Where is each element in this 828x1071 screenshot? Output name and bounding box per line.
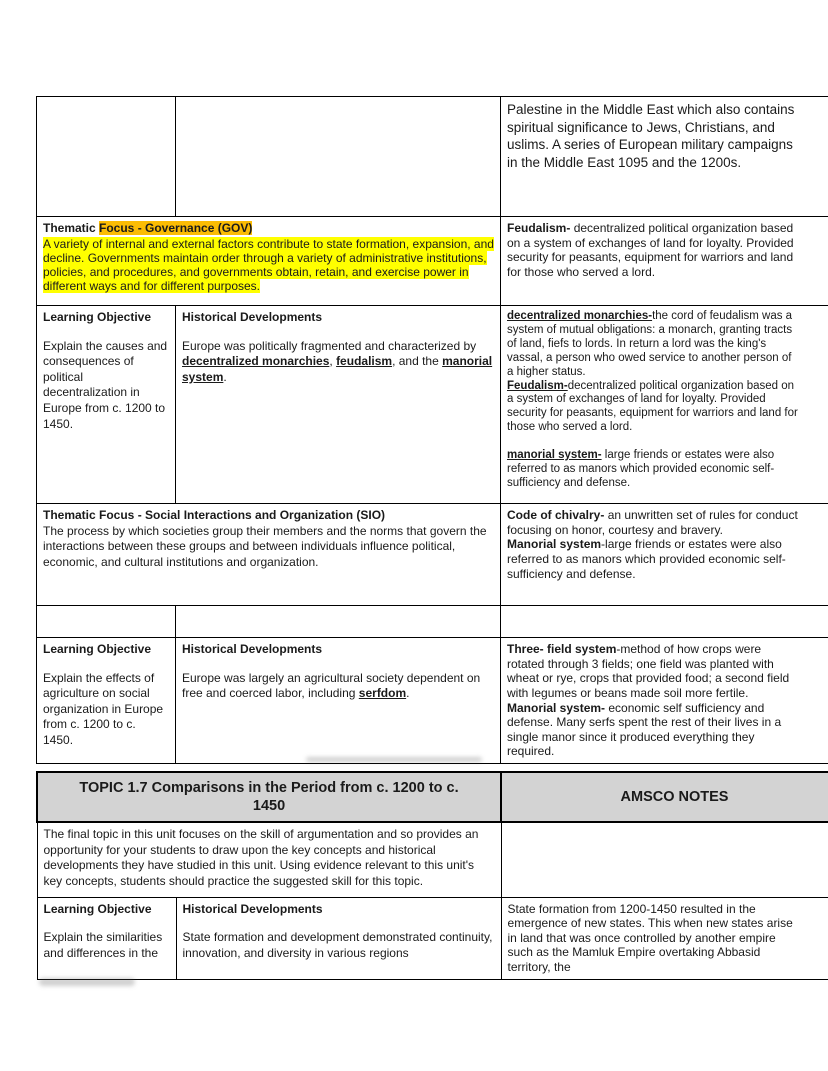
historical-developments-cell <box>176 306 501 504</box>
vocab-notes-cell <box>501 306 828 504</box>
amsco-notes-title: AMSCO NOTES <box>620 788 729 805</box>
table-row-agriculture <box>37 638 828 764</box>
learning-objective-cell <box>37 306 176 504</box>
learning-objective-text: Explain the causes and consequences of political decentralization in Europe from c. 1200 to 1450. <box>43 338 168 431</box>
vocab-feudalism: Feudalism-decentralized political organization based on a system of exchanges of land for loyalty. Provided security for peasants, equipment for warriors and land for those who served a lord. <box>507 379 798 434</box>
state-formation-notes-text: State formation from 1200-1450 resulted in the emergence of new states. This when new states arise in land that was once controlled by another empire such as the Mamluk Empire overtaking Abbasid territory, the <box>507 901 793 974</box>
topic-1-7-table <box>36 771 828 980</box>
vocab-decentralized-monarchies: decentralized monarchies-the cord of feudalism was a system of mutual obligations: a monarch, granting tracts of land, fiefs to lords. In return a lord was the king's vassal, a person who owed service to another person of a higher status. <box>507 310 793 378</box>
historical-developments-text: Europe was politically fragmented and characterized by decentralized monarchies, feudalism, and the manorial system. <box>182 338 493 384</box>
topic-intro-text: The final topic in this unit focuses on the skill of argumentation and so provides an opportunity for your students to draw upon the key concepts and historical developments they have studied in this unit. Using evidence relevant to this unit's key concepts, students should practice the suggested skill for this topic. <box>43 827 479 888</box>
governance-focus-cell <box>37 217 501 306</box>
learning-objective-heading: Learning Objective <box>43 901 152 916</box>
historical-developments-text: State formation and development demonstrated continuity, innovation, and diversity in various regions <box>182 930 493 960</box>
sio-title: Thematic Focus - Social Interactions and Organization (SIO) <box>43 508 386 522</box>
table-row-sio <box>37 504 828 606</box>
empty-cell <box>37 97 176 217</box>
historical-developments-heading: Historical Developments <box>182 901 323 916</box>
scan-artifact <box>306 757 482 762</box>
empty-cell <box>37 606 176 638</box>
chivalry-note-cell <box>501 504 828 606</box>
governance-title <box>43 221 494 237</box>
empty-cell <box>176 97 501 217</box>
table-row-crusades <box>37 97 828 217</box>
empty-cell <box>501 606 828 638</box>
learning-objective-heading: Learning Objective <box>43 310 152 324</box>
topic-title-cell <box>37 772 501 822</box>
table-row-comparisons <box>37 897 828 979</box>
governance-title-plain: Thematic <box>43 221 100 235</box>
governance-description: A variety of internal and external factors contribute to state formation, expansion, and decline. Governments maintain order through a variety of administrative institutions, policies, and procedures, and governments obtain, retain, and exercise power in different ways and for different purposes. <box>43 236 494 293</box>
learning-objective-cell <box>37 897 176 979</box>
three-field-system-note: Three- field system-method of how crops were rotated through 3 fields; one field was planted with wheat or rye, crops that provided food; a second field with legumes or beans made soil more fertile. <box>507 642 790 700</box>
manorial-system-note: Manorial system- economic self sufficiency and defense. Many serfs spent the rest of their lives in a single manor since it produced everything they required. <box>507 700 782 759</box>
sio-focus-cell <box>37 504 501 606</box>
learning-objective-cell <box>37 638 176 764</box>
empty-cell <box>501 822 828 897</box>
empty-cell <box>176 606 501 638</box>
historical-developments-cell <box>176 638 501 764</box>
feudalism-note-cell <box>501 217 828 306</box>
crusades-notes-text: Palestine in the Middle East which also contains spiritual significance to Jews, Christians, and uslims. A series of European military campaigns in the Middle East 1095 and the 1200s. <box>507 102 795 170</box>
historical-developments-heading: Historical Developments <box>182 310 323 324</box>
state-formation-notes-cell <box>501 897 828 979</box>
code-of-chivalry-note: Code of chivalry- an unwritten set of rules for conduct focusing on honor, courtesy and bravery. <box>507 508 798 537</box>
table-row-governance <box>37 217 828 306</box>
unit-content-table <box>36 96 828 764</box>
amsco-notes-header-cell <box>501 772 828 822</box>
crusades-notes-cell <box>501 97 828 217</box>
topic-title: TOPIC 1.7 Comparisons in the Period from c. 1200 to c. 1450 <box>79 779 459 814</box>
historical-developments-heading: Historical Developments <box>182 642 323 656</box>
governance-title-highlighted: Focus - Governance (GOV) <box>99 221 253 235</box>
sio-description: The process by which societies group their members and the norms that govern the interactions between these groups and between individuals influence political, economic, and cultural institutions and organization. <box>43 523 487 569</box>
topic-header-row <box>37 772 828 822</box>
scan-artifact <box>39 978 135 986</box>
feudalism-note: Feudalism- decentralized political organization based on a system of exchanges of land for loyalty. Provided security for peasants, equipment for warriors and land for those who served a lord. <box>507 221 794 279</box>
historical-developments-text: Europe was largely an agricultural society dependent on free and coerced labor, including serfdom. <box>182 670 481 701</box>
learning-objective-text: Explain the effects of agriculture on social organization in Europe from c. 1200 to c. 1450. <box>43 670 164 747</box>
topic-intro-cell <box>37 822 501 897</box>
table-row-decentralization <box>37 306 828 504</box>
field-system-notes-cell <box>501 638 828 764</box>
vocab-manorial-system: manorial system- large friends or estates were also referred to as manors which provided economic self-sufficiency and defense. <box>507 449 775 489</box>
table-row-empty <box>37 606 828 638</box>
historical-developments-cell <box>176 897 501 979</box>
table-row-intro <box>37 822 828 897</box>
learning-objective-text: Explain the similarities and differences in the <box>43 930 163 960</box>
learning-objective-heading: Learning Objective <box>43 642 152 656</box>
manorial-system-note: Manorial system-large friends or estates were also referred to as manors which provided economic self-sufficiency and defense. <box>507 537 786 581</box>
